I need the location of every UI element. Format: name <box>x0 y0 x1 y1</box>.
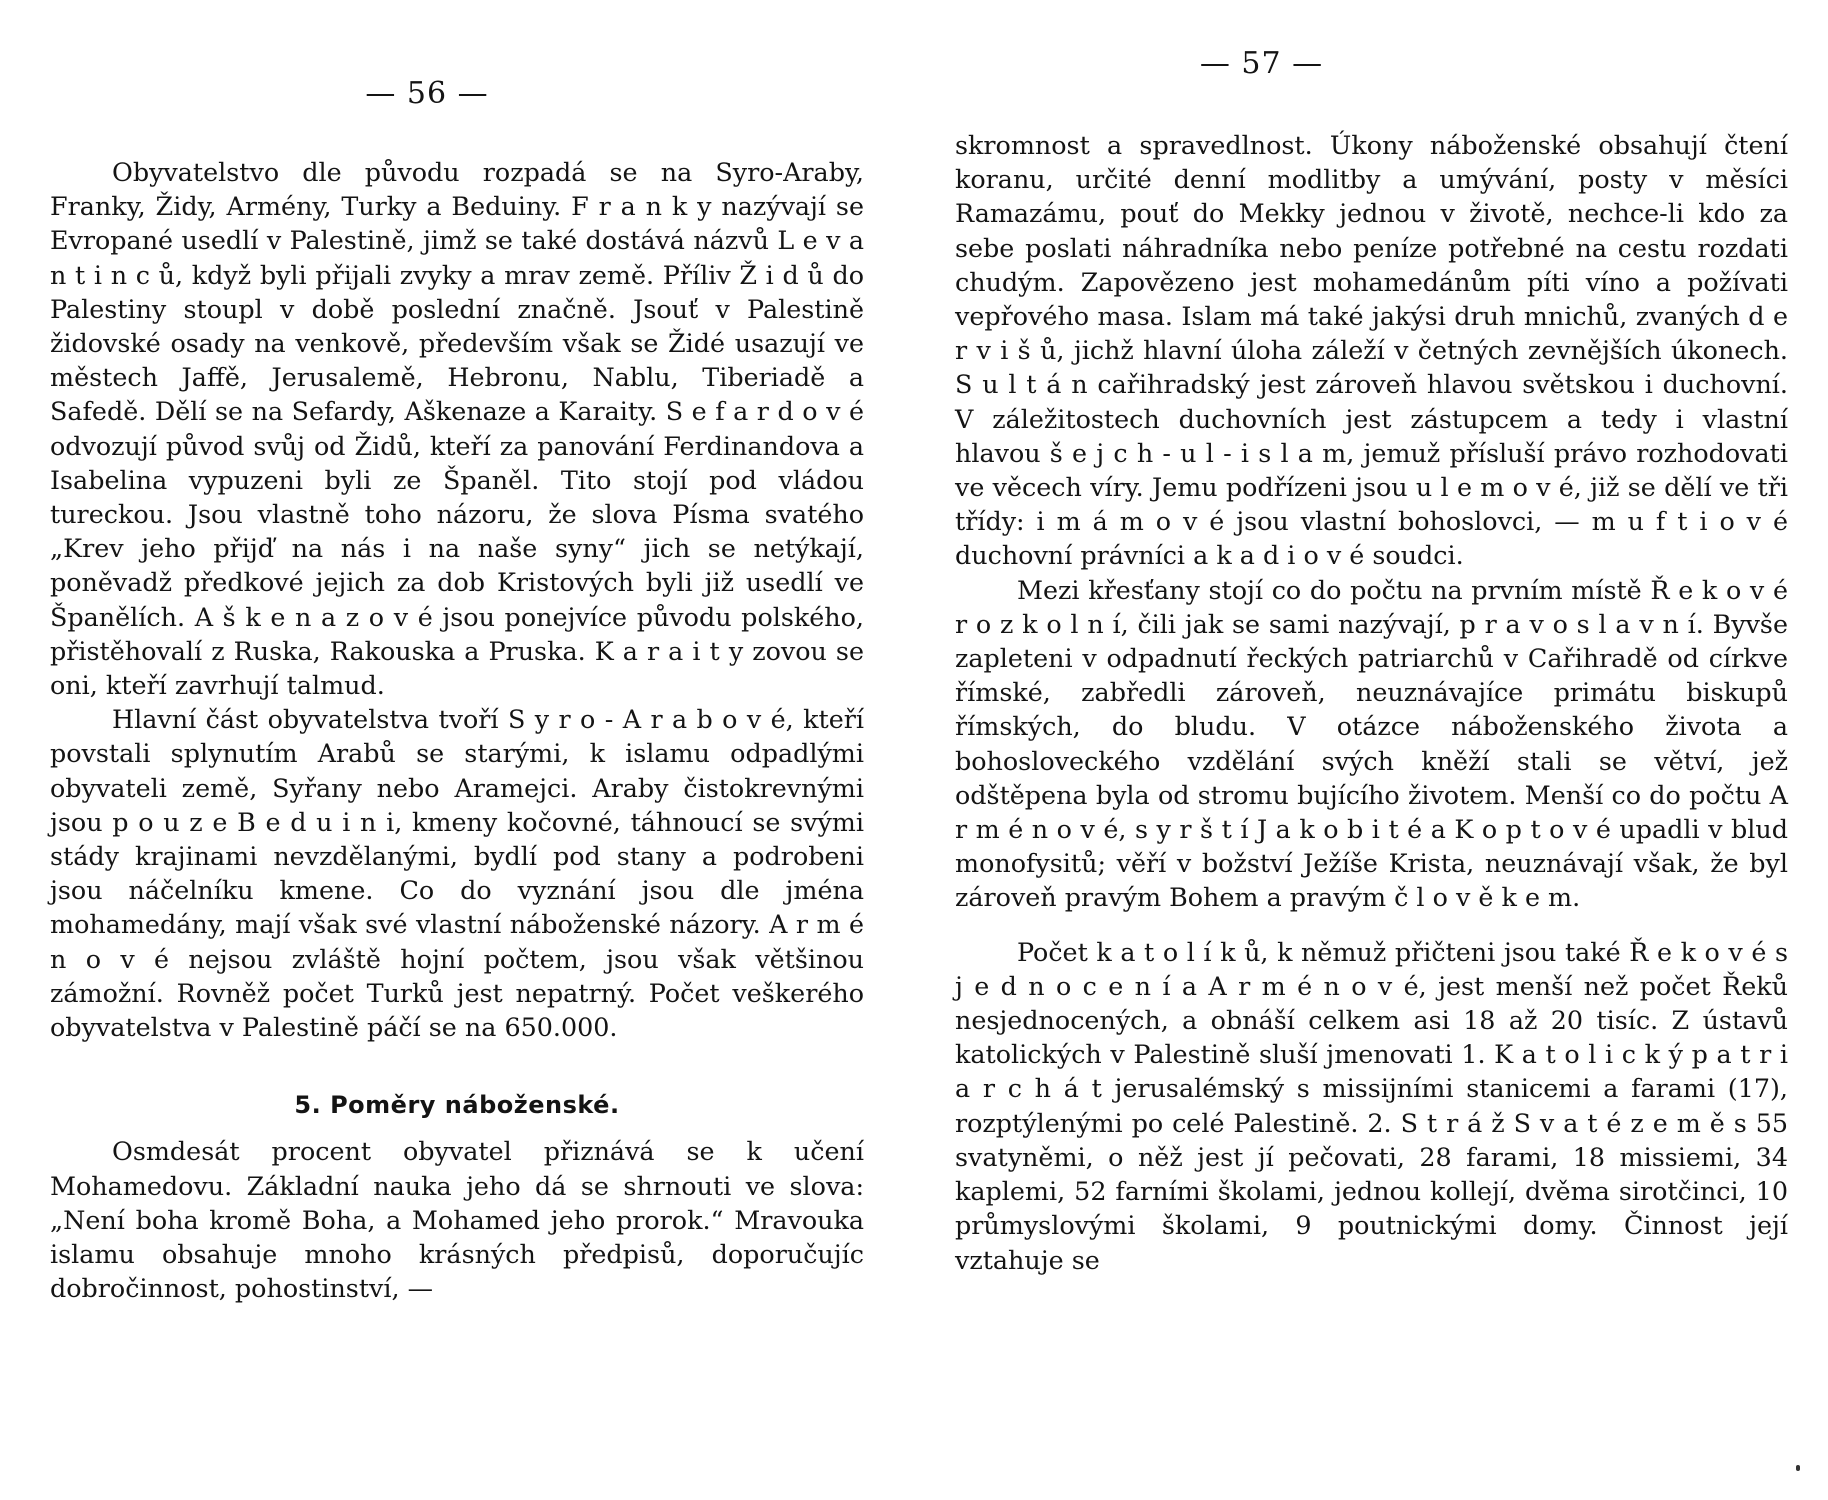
paragraph-religion-intro: Osmdesát procent obyvatel přiznává se k učení Mohamedovu. Základní nauka jeho dá se shrnouti ve slova: „Není boha kromě Boha, a Mohamed jeho prorok.“ Mravouka islamu obsahuje mnoho krásných předpisů, doporučujíc dobročinnost, pohostinství, — <box>50 1136 864 1304</box>
paragraph-population-origins: Obyvatelstvo dle původu rozpadá se na Syro-Araby, Franky, Židy, Armény, Turky a Beduiny. F r a n k y nazývají se Evropané usedlí v Palestině, jimž se také dostává názvů L e v a n t i n c ů, když byli přijali zvyky a mrav země. Příliv Ž i d ů do Palestiny stoupl v době poslední značně. Jsouť v Palestině židovské osady na venkově, především však se Židé usazují ve městech Jaffě, Jerusalemě, Hebronu, Nablu, Tiberiadě a Safedě. Dělí se na Sefardy, Aškenaze a Karaity. S e f a r d o v é odvozují původ svůj od Židů, kteří za panování Ferdinandova a Isabelina vypuzeni byli ze Španěl. Tito stojí pod vládou tureckou. Jsou vlastně toho názoru, že slova Písma svatého „Krev jeho přijď na nás i na naše syny“ jich se netýkají, poněvadž předkové jejich za dob Kristových byli již usedlí ve Španělích. A š k e n a z o v é jsou ponejvíce původu polského, přistěhovalí z Ruska, Rakouska a Pruska. K a r a i t y zovou se oni, kteří zavrhují talmud. <box>50 157 864 701</box>
paragraph-syro-arabs: Hlavní část obyvatelstva tvoří S y r o - A r a b o v é, kteří povstali splynutím Arabů se starými, k islamu odpadlými obyvateli země, Syřany nebo Aramejci. Araby čistokrevnými jsou p o u z e B e d u i n i, kmeny kočovné, táhnoucí se svými stády krajinami nevzdělanými, bydlí pod stany a podrobeni jsou náčelníku kmene. Co do vyznání jsou dle jména mohamedány, mají však své vlastní náboženské názory. A r m é n o v é nejsou zvláště hojní počtem, jsou však většinou zámožní. Rovněž počet Turků jest nepatrný. Počet veškerého obyvatelstva v Palestině páčí se na 650.000. <box>50 704 864 1043</box>
page-number-left: — 56 — <box>365 76 489 111</box>
left-text-column <box>50 155 864 1306</box>
paragraph-christians: Mezi křesťany stojí co do počtu na prvním místě Ř e k o v é r o z k o l n í, čili jak se sami nazývají, p r a v o s l a v n í. Byvše zapleteni v odpadnutí řeckých patriarchů v Cařihradě od církve římské, zabředli zároveň, neuznávajíce primátu biskupů římských, do bludu. V otázce náboženského života a bohosloveckého vzdělání svých kněží stali se větví, jež odštěpena byla od stromu bujícího životem. Menší co do počtu A r m é n o v é, s y r š t í J a k o b i t é a K o p t o v é upadli v blud monofysitů; věří v božství Ježíše Krista, neuznávají však, že byl zároveň pravým Bohem a pravým č l o v ě k e m. <box>955 574 1788 913</box>
ink-speck <box>1796 1465 1800 1471</box>
paragraph-islam-continued: skromnost a spravedlnost. Úkony náboženské obsahují čtení koranu, určité denní modlitby a umývání, posty v měsíci Ramazámu, pouť do Mekky jednou v životě, nechce-li kdo za sebe poslati náhradníka nebo peníze potřebné na cestu rozdati chudým. Zapovězeno jest mohamedánům píti víno a požívati vepřového masa. Islam má také jakýsi druh mnichů, zvaných d e r v i š ů, jichž hlavní úloha záleží v četných zevnějších úkonech. S u l t á n cařihradský jest zároveň hlavou světskou i duchovní. V záležitostech duchovních jest zástupcem a tedy i vlastní hlavou š e j c h - u l - i s l a m, jemuž přísluší právo rozhodovati ve věcech víry. Jemu podřízeni jsou u l e m o v é, již se dělí ve tři třídy: i m á m o v é jsou vlastní bohoslovci, — m u f t i o v é duchovní právníci a k a d i o v é soudci. <box>955 130 1788 571</box>
right-text-column <box>955 128 1788 1277</box>
paragraph-catholics: Počet k a t o l í k ů, k němuž přičteni jsou také Ř e k o v é s j e d n o c e n í a A r m é n o v é, jest menší než počet Řeků nesjednocených, a obnáší celkem asi 18 až 20 tisíc. Z ústavů katolických v Palestině sluší jmenovati 1. K a t o l i c k ý p a t r i a r c h á t jerusalémský s missijními stanicemi a farami (17), rozptýlenými po celé Palestině. 2. S t r á ž S v a t é z e m ě s 55 svatyněmi, o něž jest jí pečovati, 28 farami, 18 missiemi, 34 kaplemi, 52 farními školami, jednou kollejí, dvěma sirotčinci, 10 průmyslovými školami, 9 poutnickými domy. Činnost její vztahuje se <box>955 936 1788 1275</box>
section-heading: 5. Poměry náboženské. <box>294 1091 620 1120</box>
page-number-right: — 57 — <box>1199 46 1324 81</box>
